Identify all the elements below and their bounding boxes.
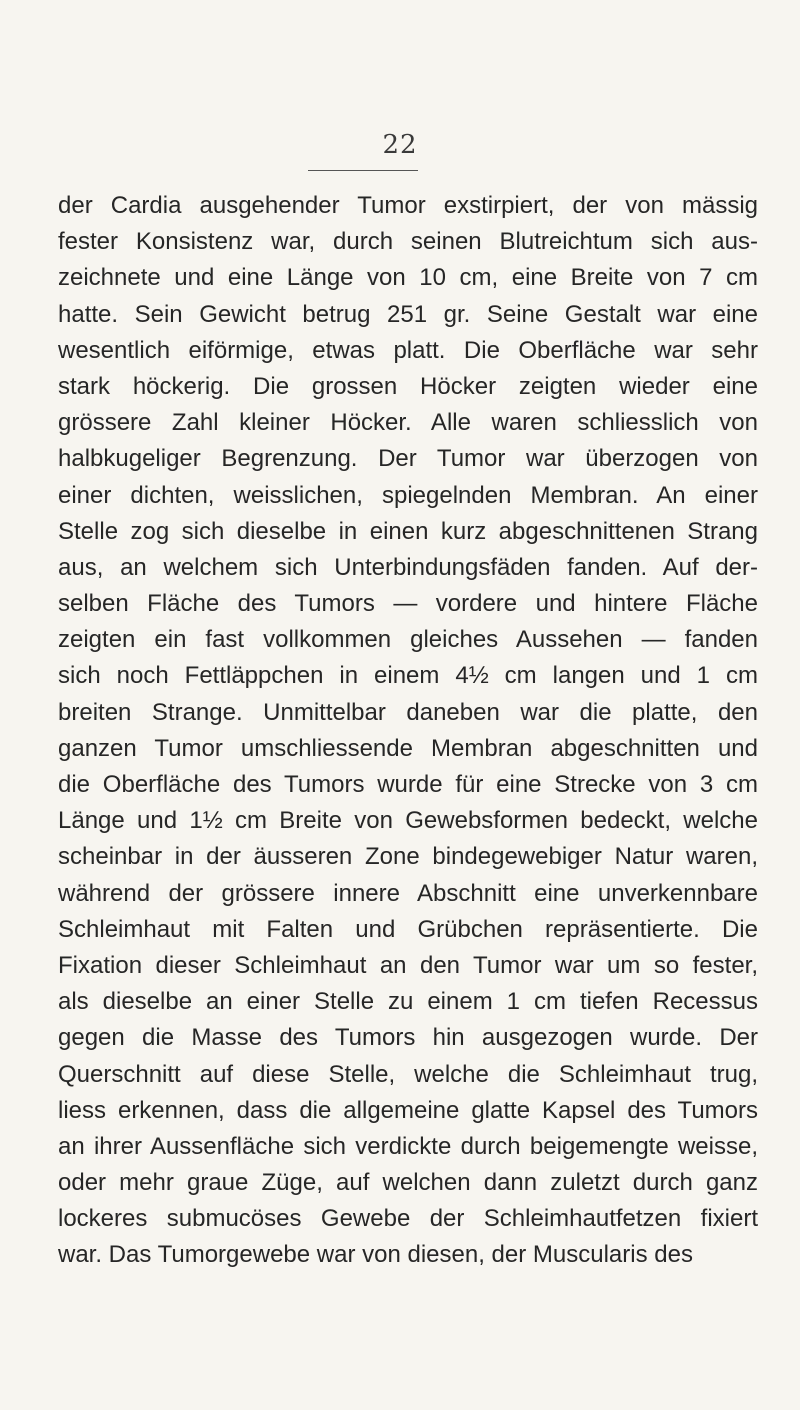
body-text: [58, 188, 758, 1274]
text-line: lockeres submucöses Gewebe der Schleimhautfetzen fixiert: [58, 1205, 758, 1233]
text-line: oder mehr graue Züge, auf welchen dann zuletzt durch ganz: [58, 1169, 758, 1197]
text-line: Länge und 1½ cm Breite von Gewebsformen bedeckt, welche: [58, 807, 758, 835]
page-number: 22: [382, 130, 418, 160]
text-line: einer dichten, weisslichen, spiegelnden Membran. An einer: [58, 481, 758, 509]
text-line: ganzen Tumor umschliessende Membran abgeschnitten und: [58, 734, 758, 762]
text-line: selben Fläche des Tumors — vordere und hintere Fläche: [58, 590, 758, 618]
text-line: stark höckerig. Die grossen Höcker zeigten wieder eine: [58, 372, 758, 400]
text-line: sich noch Fettläppchen in einem 4½ cm langen und 1 cm: [58, 662, 758, 690]
page-number-rule: [308, 170, 418, 171]
text-line: Schleimhaut mit Falten und Grübchen repräsentierte. Die: [58, 915, 758, 943]
text-line: fester Konsistenz war, durch seinen Blutreichtum sich aus-: [58, 228, 758, 256]
text-line: scheinbar in der äusseren Zone bindegewebiger Natur waren,: [58, 843, 758, 871]
text-line: während der grössere innere Abschnitt eine unverkennbare: [58, 879, 758, 907]
text-line: halbkugeliger Begrenzung. Der Tumor war überzogen von: [58, 445, 758, 473]
text-line: als dieselbe an einer Stelle zu einem 1 cm tiefen Recessus: [58, 988, 758, 1016]
text-line: Fixation dieser Schleimhaut an den Tumor war um so fester,: [58, 951, 758, 979]
text-line: die Oberfläche des Tumors wurde für eine Strecke von 3 cm: [58, 771, 758, 798]
text-line: zeichnete und eine Länge von 10 cm, eine Breite von 7 cm: [58, 264, 758, 292]
text-line: Querschnitt auf diese Stelle, welche die Schleimhaut trug,: [58, 1060, 758, 1088]
text-line: Stelle zog sich dieselbe in einen kurz abgeschnittenen Strang: [58, 517, 758, 545]
text-line: war. Das Tumorgewebe war von diesen, der Muscularis des: [58, 1241, 693, 1269]
text-line: grössere Zahl kleiner Höcker. Alle waren schliesslich von: [58, 409, 758, 437]
text-line: der Cardia ausgehender Tumor exstirpiert, der von mässig: [58, 192, 758, 219]
text-line: aus, an welchem sich Unterbindungsfäden fanden. Auf der-: [58, 553, 758, 581]
text-line: hatte. Sein Gewicht betrug 251 gr. Seine Gestalt war eine: [58, 300, 758, 328]
text-line: gegen die Masse des Tumors hin ausgezogen wurde. Der: [58, 1024, 758, 1052]
text-line: wesentlich eiförmige, etwas platt. Die Oberfläche war sehr: [58, 336, 758, 364]
text-line: breiten Strange. Unmittelbar daneben war die platte, den: [58, 698, 758, 726]
text-line: liess erkennen, dass die allgemeine glatte Kapsel des Tumors: [58, 1096, 758, 1124]
text-line: an ihrer Aussenfläche sich verdickte durch beigemengte weisse,: [58, 1132, 758, 1160]
text-line: zeigten ein fast vollkommen gleiches Aussehen — fanden: [58, 626, 758, 654]
